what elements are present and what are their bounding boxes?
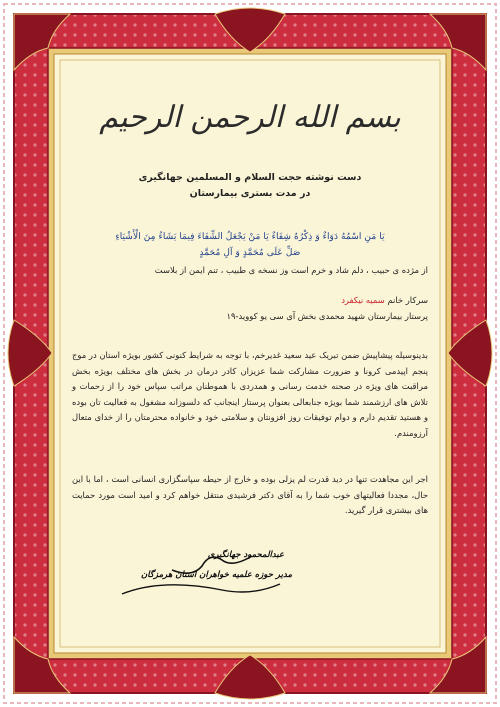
signature-block — [102, 548, 292, 608]
poem-line: از مژده ی حبیب ، دلم شاد و خرم است وز نسخه ی طبیب ، تنم ایمن از بلاست — [154, 265, 428, 275]
basmala-calligraphy: بسم الله الرحمن الرحیم — [99, 100, 401, 135]
salutation — [72, 294, 428, 307]
signature-name: عبدالمحمود جهانگیری — [207, 550, 284, 560]
paragraph-2: اجر این مجاهدت تنها در دید قدرت لم یزلی بوده و خارج از حیطه سپاسگزاری انسانی است ، اما با این حال، مجددا فعالیتهای خوب شما را به آقای دکتر فرشیدی منتقل خواهم کرد و امید است مورد حمایت های بیشتری قرار گیرید. — [72, 474, 428, 515]
prayer-line-1: یَا مَنِ اسْمُهُ دَوَاءٌ وَ ذِکْرُهُ شِفَاءٌ یَا مَنْ یَجْعَلُ الشِّفَاءَ فِیمَا یَشَاءُ مِنَ الْأَشْیَاءِ — [115, 231, 385, 242]
signature-title: مدیر حوزه علمیه خواهران استان هرمزگان — [141, 570, 292, 580]
paragraph-1: بدینوسیله پیشاپیش ضمن تبریک عید سعید غدیرخم، با توجه به شرایط کنونی کشور بویژه استان در موج پنجم اپیدمی کرونا و ضرورت مشارکت شما عزیزان کادر درمان در بخش های مختلف بویژه بخش مراقبت های ویژه در صحنه خدمت رسانی و همدردی با هموطنان مراتب سپاس خود را از زحمات و تلاش های ارزشمند شما بویژه جنابعالی بعنوان پرستار اینجانب که دلسوزانه مشغول به فعالیت تان بوده و هستید تقدیم دارم و دوام توفیقات روز افزونتان و سلامتی خود و خانواده محترمتان را از خدای متعال آرزومندم. — [72, 350, 428, 438]
recipient-name: سمیه نیکفرد — [341, 295, 385, 305]
letter-body — [72, 70, 428, 636]
letter-title-line1: دست نوشته حجت السلام و المسلمین جهانگیری — [138, 172, 362, 183]
salutation-prefix: سرکار خانم — [387, 295, 428, 305]
recipient-position: پرستار بیمارستان شهید محمدی بخش آی سی یو کووید-۱۹ — [226, 311, 428, 321]
prayer-line-2: صَلِّ عَلَی مُحَمَّدٍ وَ آلِ مُحَمَّدٍ — [199, 247, 301, 258]
letter-title-line2: در مدت بستری بیمارستان — [189, 188, 311, 199]
